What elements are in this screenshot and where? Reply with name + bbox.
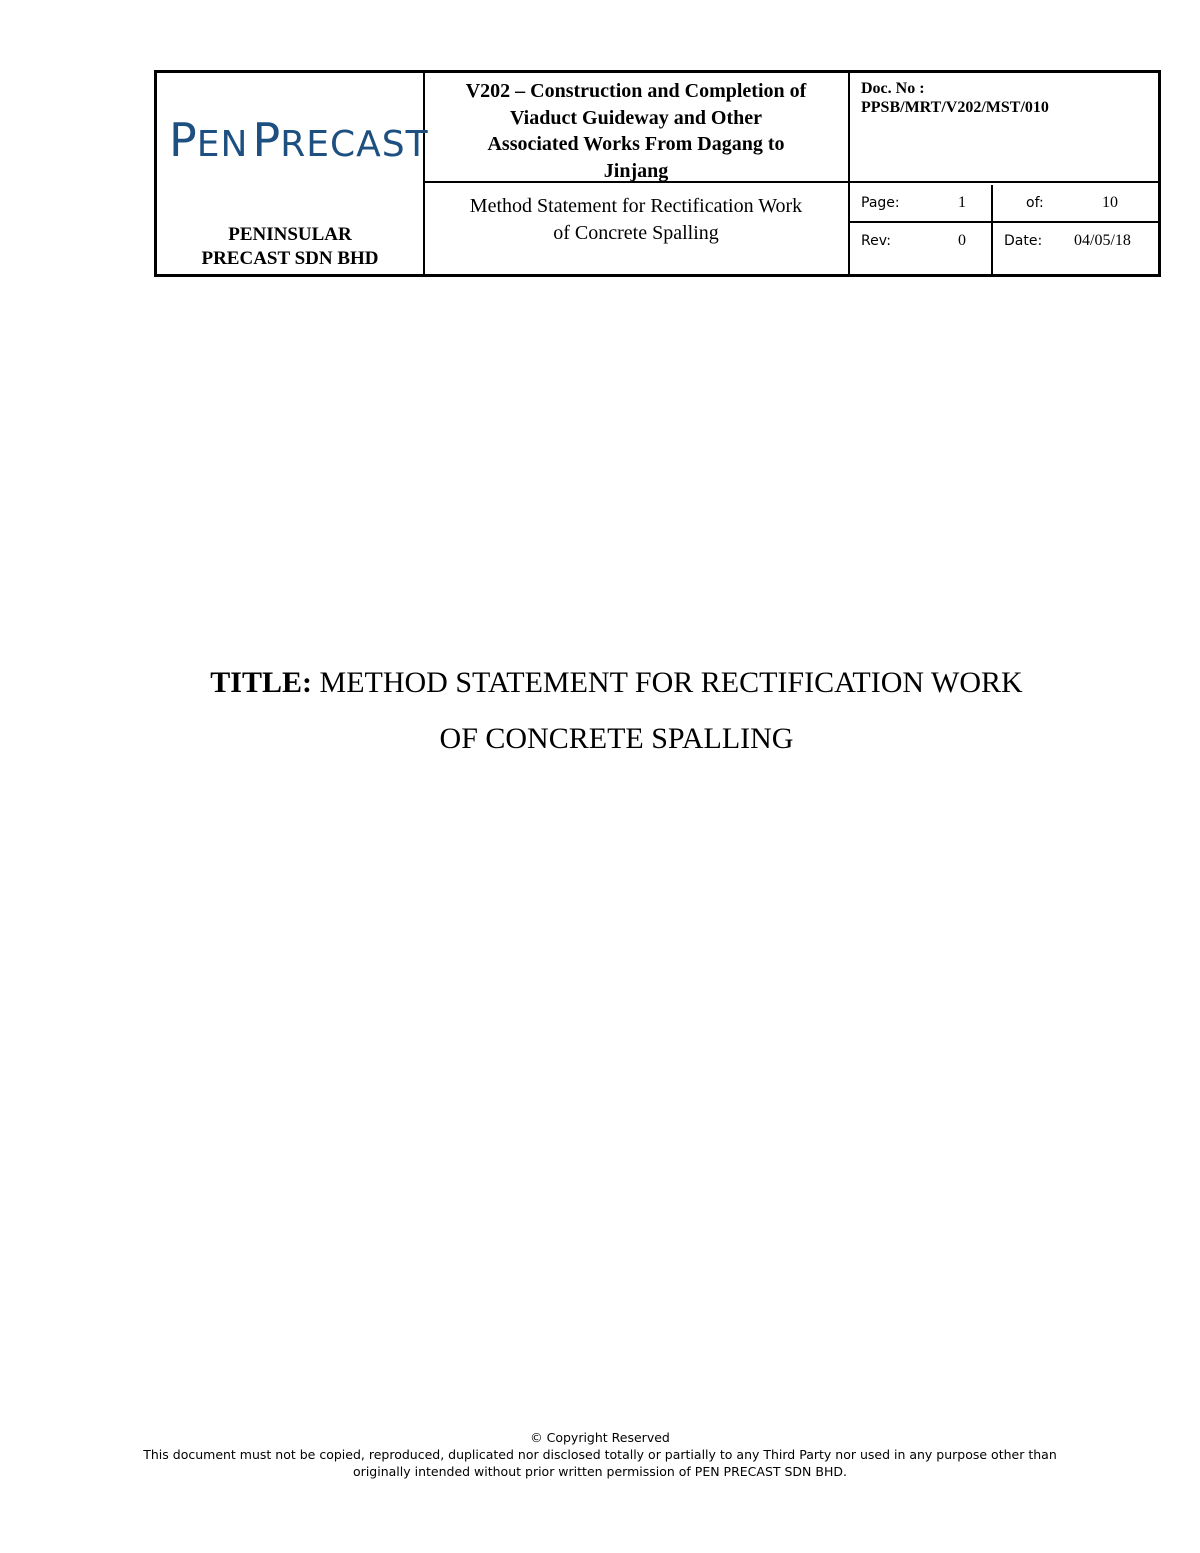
project-title [424, 73, 848, 183]
copyright-notice-line: This document must not be copied, reproduced, duplicated nor disclosed totally or partially to any Third Party nor used in any purpose other than [143, 1447, 1057, 1462]
project-title-line: Jinjang [603, 159, 669, 182]
logo-cell [157, 73, 429, 274]
project-title-line: V202 – Construction and Completion of [465, 80, 807, 102]
title-text: METHOD STATEMENT FOR RECTIFICATION WORK [319, 666, 1023, 699]
logo-letter: P [169, 113, 197, 167]
revision-row [850, 223, 1158, 259]
logo-letter: P [252, 113, 281, 167]
page-label: Page: [861, 195, 900, 211]
penprecast-logo [169, 113, 429, 167]
date-label: Date: [1004, 233, 1043, 249]
project-title-line: Associated Works From Dagang to [487, 133, 785, 155]
copyright-line: © Copyright Reserved [530, 1430, 670, 1445]
company-name [157, 223, 423, 271]
document-title-line [0, 655, 1200, 711]
copyright-footer [0, 1429, 1200, 1480]
document-info-column [850, 73, 1158, 274]
logo-text: RECAST [280, 124, 429, 165]
table-divider [991, 185, 993, 274]
of-value: 10 [1102, 194, 1118, 211]
title-column [424, 73, 850, 274]
project-title-line: Viaduct Guideway and Other [509, 106, 763, 129]
document-subject [424, 185, 848, 247]
doc-no-label: Doc. No : [861, 80, 925, 97]
of-label: of: [1026, 195, 1044, 211]
logo-text: EN [196, 124, 249, 165]
page-value: 1 [958, 194, 966, 211]
document-header-table [154, 70, 1161, 277]
rev-label: Rev: [861, 233, 891, 249]
doc-no-value: PPSB/MRT/V202/MST/010 [861, 99, 1049, 116]
page-row [850, 185, 1158, 223]
date-value: 04/05/18 [1074, 232, 1131, 249]
title-prefix: TITLE: [210, 666, 313, 699]
company-name-line: PRECAST SDN BHD [201, 248, 379, 269]
document-subject-line: of Concrete Spalling [553, 222, 719, 244]
document-number [850, 73, 1158, 183]
document-subject-line: Method Statement for Rectification Work [469, 195, 803, 217]
document-title-line: OF CONCRETE SPALLING [439, 722, 794, 755]
document-title [0, 655, 1200, 767]
copyright-notice-line: originally intended without prior written permission of PEN PRECAST SDN BHD. [353, 1464, 847, 1479]
company-name-line: PENINSULAR [228, 224, 352, 245]
rev-value: 0 [958, 232, 966, 249]
